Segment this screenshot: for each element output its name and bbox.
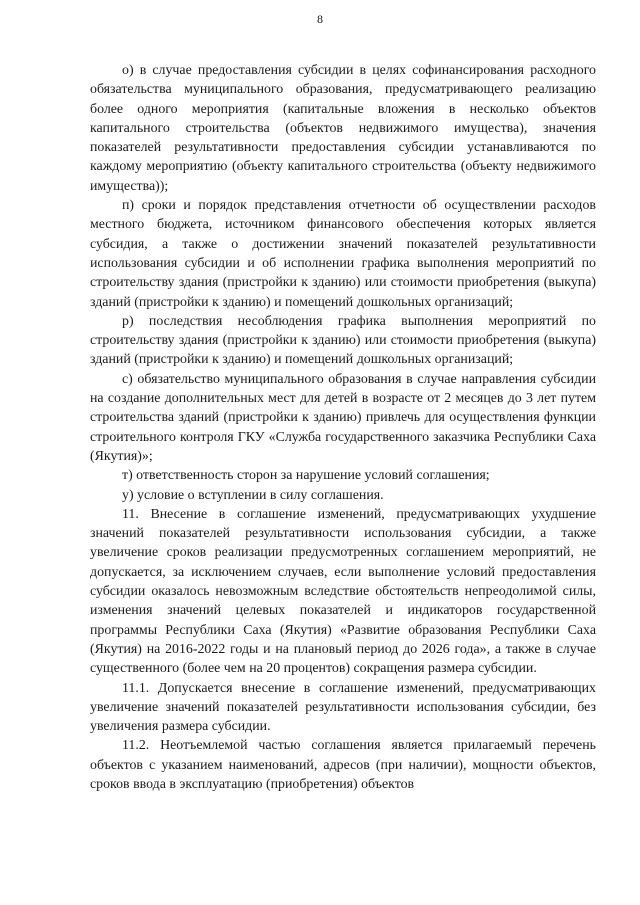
page-number: 8 <box>317 12 323 26</box>
paragraph-r: р) последствия несоблюдения графика выполнения мероприятий по строительству здания (пристройки к зданию) или стоимости приобретения (выкупа) зданий (пристройки к зданию) и помещений дошкольных организаций; <box>90 313 596 368</box>
document-body <box>90 61 596 794</box>
paragraph-11-1: 11.1. Допускается внесение в соглашение изменений, предусматривающих увеличение значений показателей результативности использования субсидии, без увеличения размера субсидии. <box>90 680 596 735</box>
paragraph-p: п) сроки и порядок представления отчетности об осуществлении расходов местного бюджета, источником финансового обеспечения которых является субсидия, а также о достижении значений показателей результативности использования субсидии и об исполнении графика выполнения мероприятий по строительству здания (пристройки к зданию) или стоимости приобретения (выкупа) зданий (пристройки к зданию) и помещений дошкольных организаций; <box>90 198 596 310</box>
paragraph-11: 11. Внесение в соглашение изменений, предусматривающих ухудшение значений показателей результативности использования субсидии, а также увеличение сроков реализации предусмотренных соглашением мероприятий, не допускается, за исключением случаев, если выполнение условий предоставления субсидии оказалось невозможным вследствие обстоятельств непреодолимой силы, изменения значений целевых показателей и индикаторов государственной программы Республики Саха (Якутия) «Развитие образования Республики Саха (Якутия) на 2016-2022 годы и на плановый период до 2026 года», а также в случае существенного (более чем на 20 процентов) сокращения размера субсидии. <box>90 506 596 677</box>
paragraph-s: с) обязательство муниципального образования в случае направления субсидии на создание дополнительных мест для детей в возрасте от 2 месяцев до 3 лет путем строительства зданий (пристройки к зданию) привлечь для осуществления функции строительного контроля ГКУ «Служба государственного заказчика Республики Саха (Якутия)»; <box>90 371 596 464</box>
paragraph-u: у) условие о вступлении в силу соглашения. <box>122 487 384 503</box>
paragraph-t: т) ответственность сторон за нарушение условий соглашения; <box>122 468 490 484</box>
paragraph-o: о) в случае предоставления субсидии в целях софинансирования расходного обязательства муниципального образования, предусматривающего реализацию более одного мероприятия (капитальные вложения в несколько объектов капитального строительства (объектов недвижимого имущества), значения показателей результативности предоставления субсидии устанавливаются по каждому мероприятию (объекту капитального строительства (объекту недвижимого имущества)); <box>90 63 596 194</box>
paragraph-11-2: 11.2. Неотъемлемой частью соглашения является прилагаемый перечень объектов с указанием наименований, адресов (при наличии), мощности объектов, сроков ввода в эксплуатацию (приобретения) объектов <box>90 738 596 792</box>
